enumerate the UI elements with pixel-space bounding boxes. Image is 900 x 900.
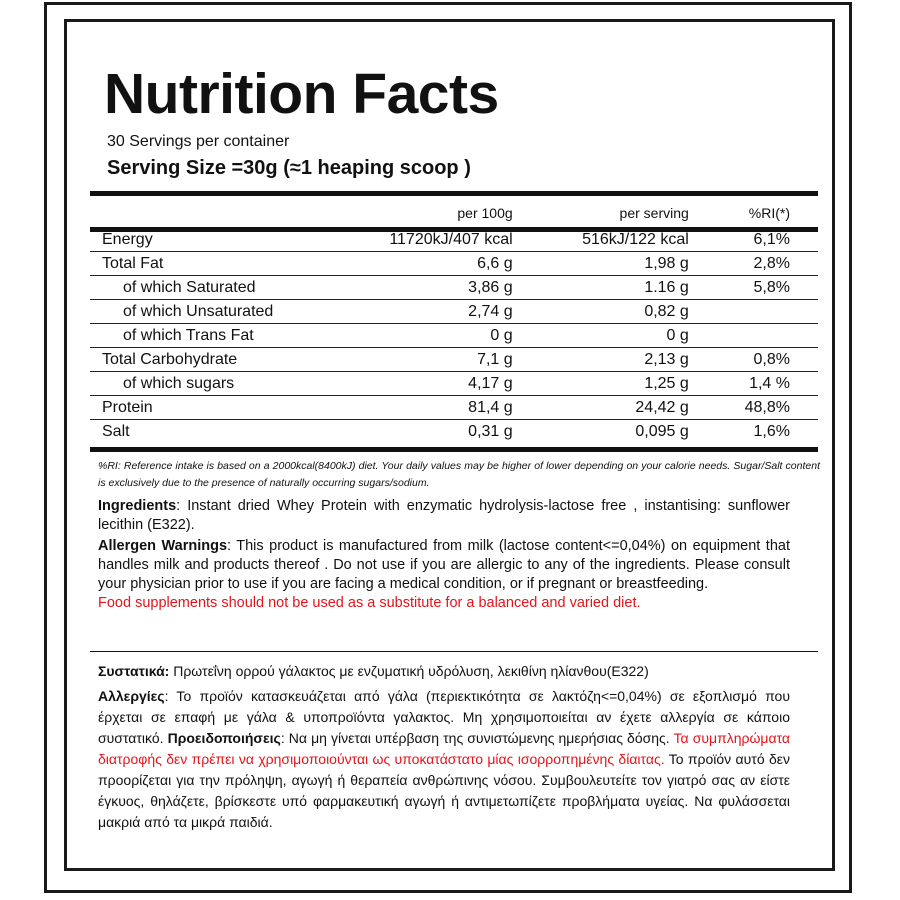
value-ri: [689, 300, 818, 324]
value-per-100g: 81,4 g: [314, 396, 513, 420]
table-row: [90, 276, 818, 300]
value-per-100g: 3,86 g: [314, 276, 513, 300]
table-row: [90, 420, 818, 444]
value-per-100g: 7,1 g: [314, 348, 513, 372]
supplement-warning-gr: Τα συμπληρώματα διατροφής δεν πρέπει να χρησιμοποιούνται ως υποκατάστατο μίας ισορροπημένης δίαιτας.: [98, 730, 790, 767]
nutrient-name: Protein: [90, 396, 314, 420]
nutrient-name: Total Fat: [90, 252, 314, 276]
table-row: [90, 252, 818, 276]
table-header-row: [90, 198, 818, 228]
value-per-serving: 0 g: [513, 324, 689, 348]
value-ri: [689, 324, 818, 348]
nutrient-name: of which Trans Fat: [90, 324, 314, 348]
closing-text-gr: Το προϊόν αυτό δεν προορίζεται για την πρόληψη, αγωγή ή θεραπεία ανθρώπινης νόσου. Συμβουλευτείτε τον γιατρό σας αν είστε έγκυος, θηλάζετε, βρίσκεστε υπό φαρμακευτική αγωγή ή αντιμετωπίζετε προβλήματα υγείας. Να φυλάσσεται μακριά από τα μικρά παιδιά.: [98, 751, 790, 830]
supplement-warning: Food supplements should not be used as a substitute for a balanced and varied diet.: [98, 595, 641, 611]
allergen-text: : This product is manufactured from milk (lactose content<=0,04%) on equipment that handles milk and products thereof . Do not use if you are allergic to any of the ingredients. Please consult your physician prior to use if you are facing a medical condition, or if pregnant or breastfeeding.: [98, 538, 790, 592]
table-row: [90, 372, 818, 396]
value-per-serving: 1,25 g: [513, 372, 689, 396]
table-top-rule: [90, 191, 818, 196]
value-per-serving: 1.16 g: [513, 276, 689, 300]
nutrient-name: Salt: [102, 423, 130, 440]
table-row: [90, 348, 818, 372]
header-nutrient: [90, 198, 314, 228]
allergen-text-gr: : Το προϊόν κατασκευάζεται από γάλα (περιεκτικότητα σε λακτόζη<=0,04%) σε εξοπλισμό που έρχεται σε επαφή με γάλα & υποπροϊόντα γαλακτος. Μη χρησιμοποιείται αν έχετε αλλεργία σε κάποιο συστατικό.: [98, 688, 790, 746]
nutrient-name: of which Unsaturated: [90, 300, 314, 324]
value-ri: 0,8%: [689, 348, 818, 372]
header-ri: %RI(*): [748, 205, 790, 221]
precautions-text-gr: : Να μη γίνεται υπέρβαση της συνιστώμενης ημερήσιας δόσης.: [280, 730, 674, 746]
servings-per-container: 30 Servings per container: [107, 133, 290, 150]
serving-size: Serving Size =30g (≈1 heaping scoop ): [107, 157, 471, 179]
value-ri: 1,6%: [753, 423, 790, 440]
value-ri: 2,8%: [689, 252, 818, 276]
table-row: [90, 300, 818, 324]
nutrient-name: of which sugars: [90, 372, 314, 396]
value-per-serving: 516kJ/122 kcal: [513, 228, 689, 252]
label-title: Nutrition Facts: [104, 62, 499, 126]
value-ri: 48,8%: [689, 396, 818, 420]
value-per-serving: 24,42 g: [513, 396, 689, 420]
ingredients-text: : Instant dried Whey Protein with enzymatic hydrolysis-lactose free , instantising: sunflower lecithin (E322).: [98, 498, 790, 533]
value-ri: 1,4 %: [689, 372, 818, 396]
value-per-100g: 6,6 g: [314, 252, 513, 276]
value-per-serving: 2,13 g: [513, 348, 689, 372]
value-ri: 5,8%: [689, 276, 818, 300]
value-per-serving: 0,82 g: [513, 300, 689, 324]
ingredients-text-gr: Πρωτεΐνη ορρού γάλακτος με ενζυματική υδρόλυση, λεκιθίνη ηλίανθου(E322): [169, 663, 649, 679]
value-per-100g: 0,31 g: [468, 423, 513, 440]
table-row: [90, 324, 818, 348]
nutrient-name: Total Carbohydrate: [90, 348, 314, 372]
header-per-100g: per 100g: [457, 205, 513, 221]
nutrient-name: of which Saturated: [90, 276, 314, 300]
value-per-100g: 2,74 g: [314, 300, 513, 324]
table-bottom-rule: [90, 447, 818, 452]
nutrition-table: [90, 198, 818, 443]
table-row: [90, 228, 818, 252]
ingredients-gr: [98, 661, 790, 682]
allergen-label: Allergen Warnings: [98, 538, 228, 554]
ingredients-label-gr: Συστατικά:: [98, 663, 170, 679]
nutrient-name: Energy: [90, 228, 314, 252]
precautions-label-gr: Προειδοποιήσεις: [167, 730, 281, 746]
value-per-100g: 4,17 g: [314, 372, 513, 396]
header-per-serving: per serving: [619, 205, 689, 221]
value-ri: 6,1%: [689, 228, 818, 252]
value-per-100g: 11720kJ/407 kcal: [314, 228, 513, 252]
allergen-gr: [98, 686, 790, 833]
ri-footnote: %RI: Reference intake is based on a 2000kcal(8400kJ) diet. Your daily values may be higher of lower depending on your calorie needs. Sugar/Salt content is exclusively due to the presence of naturally occurring sugars/sodium.: [98, 460, 820, 489]
allergen-label-gr: Αλλεργίες: [98, 688, 165, 704]
allergen-en: [98, 537, 790, 613]
section-divider: [90, 651, 818, 652]
value-per-serving: 0,095 g: [635, 423, 689, 440]
ingredients-en: [98, 497, 790, 535]
value-per-100g: 0 g: [314, 324, 513, 348]
table-row: [90, 396, 818, 420]
value-per-serving: 1,98 g: [513, 252, 689, 276]
ingredients-label: Ingredients: [98, 498, 177, 514]
